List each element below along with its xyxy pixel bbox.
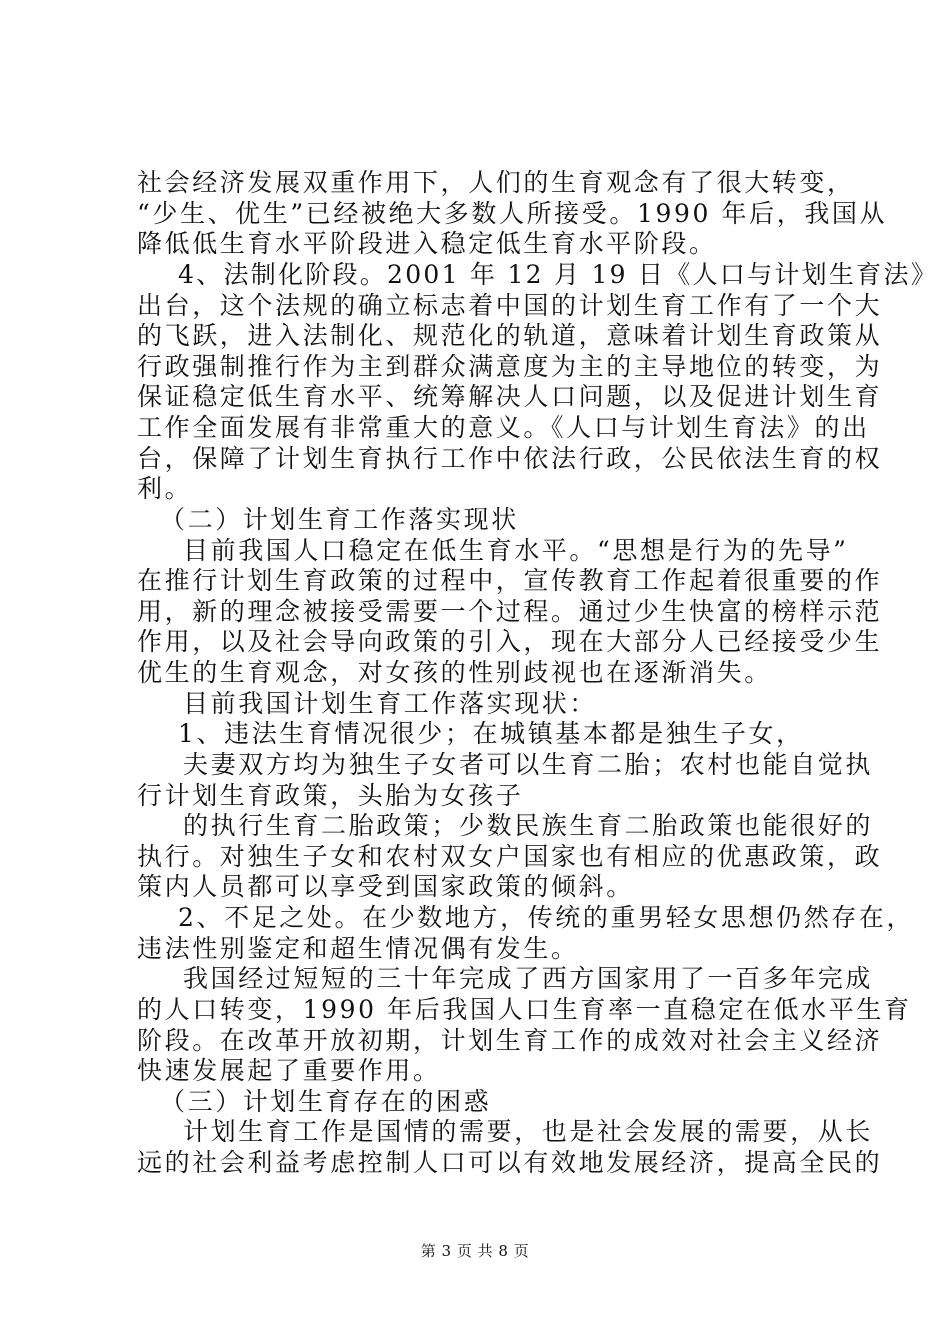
text-line: 行计划生育政策，头胎为女孩子 (137, 781, 524, 810)
text-line: 目前我国人口稳定在低生育水平。“思想是行为的先导” (183, 536, 849, 565)
section-heading: （二）计划生育工作落实现状 (160, 505, 519, 534)
text-line: 执行。对独生子女和农村双女户国家也有相应的优惠政策，政 (137, 842, 883, 871)
text-line: 计划生育工作是国情的需要，也是社会发展的需要，从长 (183, 1117, 874, 1146)
text-line: 我国经过短短的三十年完成了西方国家用了一百多年完成 (183, 964, 874, 993)
text-line: 的飞跃，进入法制化、规范化的轨道，意味着计划生育政策从 (137, 321, 883, 350)
text-line: 阶段。在改革开放初期，计划生育工作的成效对社会主义经济 (137, 1026, 883, 1055)
text-line: 的执行生育二胎政策；少数民族生育二胎政策也能很好的 (183, 811, 874, 840)
text-line: “少生、优生”已经被绝大多数人所接受。1990 年后，我国从 (137, 199, 888, 228)
text-line: 远的社会利益考虑控制人口可以有效地发展经济，提高全民的 (137, 1148, 883, 1177)
text-line: 目前我国计划生育工作落实现状： (183, 689, 598, 718)
text-line: 的人口转变，1990 年后我国人口生育率一直稳定在低水平生育 (137, 995, 912, 1024)
text-line: 优生的生育观念，对女孩的性别歧视也在逐渐消失。 (137, 658, 772, 687)
section-heading: 4、法制化阶段。2001 年 12 月 19 日《人口与计划生育法》 (178, 260, 938, 289)
text-line: 出台，这个法规的确立标志着中国的计划生育工作有了一个大 (137, 291, 883, 320)
text-line: 社会经济发展双重作用下，人们的生育观念有了很大转变， (137, 168, 855, 197)
section-heading: （三）计划生育存在的困惑 (160, 1087, 492, 1116)
text-line: 保证稳定低生育水平、统筹解决人口问题，以及促进计划生育 (137, 382, 883, 411)
text-line: 降低低生育水平阶段进入稳定低生育水平阶段。 (137, 229, 717, 258)
text-line: 违法性别鉴定和超生情况偶有发生。 (137, 934, 579, 963)
text-line: 行政强制推行作为主到群众满意度为主的主导地位的转变，为 (137, 352, 883, 381)
text-line: 夫妻双方均为独生子女者可以生育二胎；农村也能自觉执 (183, 750, 874, 779)
text-line: 作用，以及社会导向政策的引入，现在大部分人已经接受少生 (137, 627, 883, 656)
text-line: 用，新的理念被接受需要一个过程。通过少生快富的榜样示范 (137, 597, 883, 626)
text-line: 快速发展起了重要作用。 (137, 1056, 441, 1085)
text-line: 利。 (137, 474, 193, 503)
text-line: 工作全面发展有非常重大的意义。《人口与计划生育法》的出 (137, 413, 870, 442)
text-line: 台，保障了计划生育执行工作中依法行政，公民依法生育的权 (137, 444, 883, 473)
page-footer: 第 3 页 共 8 页 (420, 1242, 530, 1260)
list-item: 1、违法生育情况很少；在城镇基本都是独生子女， (178, 719, 804, 748)
text-line: 在推行计划生育政策的过程中，宣传教育工作起着很重要的作 (137, 566, 883, 595)
list-item: 2、不足之处。在少数地方，传统的重男轻女思想仍然存在， (178, 903, 915, 932)
text-line: 策内人员都可以享受到国家政策的倾斜。 (137, 872, 634, 901)
